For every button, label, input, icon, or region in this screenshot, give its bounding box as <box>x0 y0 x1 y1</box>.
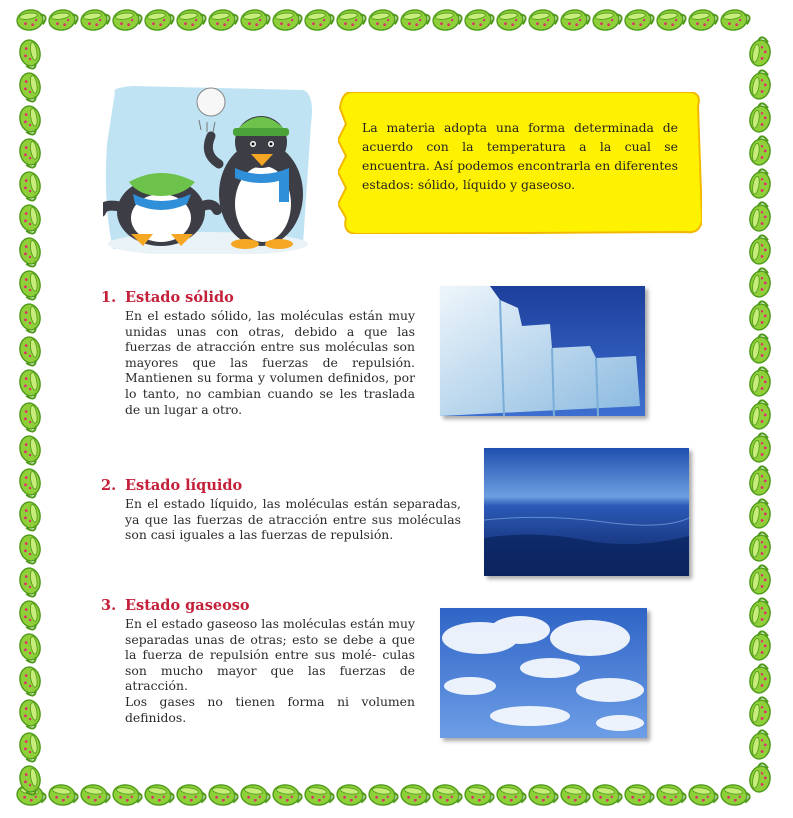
border-cup-icon <box>18 632 43 664</box>
penguins-illustration <box>103 84 313 254</box>
border-cup-icon <box>528 783 559 807</box>
border-cup-icon <box>18 500 43 532</box>
border-cup-icon <box>368 8 399 32</box>
border-cup-icon <box>464 8 495 32</box>
border-cup-icon <box>18 467 43 499</box>
border-cup-icon <box>748 762 773 794</box>
border-cup-icon <box>400 8 431 32</box>
section-number: 1. <box>101 289 117 306</box>
border-cup-icon <box>336 8 367 32</box>
section-paragraph: En el estado líquido, las moléculas están separadas, ya que las fuerzas de atracción entre sus moléculas son casi iguales a las fuerzas de repulsión. <box>125 496 461 543</box>
border-cup-icon <box>18 335 43 367</box>
border-cup-icon <box>748 69 773 101</box>
border-cup-icon <box>748 564 773 596</box>
border-cup-icon <box>464 783 495 807</box>
border-cup-icon <box>336 783 367 807</box>
border-cup-icon <box>18 137 43 169</box>
border-cup-icon <box>18 170 43 202</box>
border-cup-icon <box>748 168 773 200</box>
section-title-text: Estado gaseoso <box>125 597 250 614</box>
border-cup-icon <box>368 783 399 807</box>
border-cup-icon <box>240 783 271 807</box>
border-cup-icon <box>18 434 43 466</box>
border-cup-icon <box>748 36 773 68</box>
border-cup-icon <box>208 783 239 807</box>
border-cup-icon <box>656 783 687 807</box>
border-cup-icon <box>688 783 719 807</box>
border-cup-icon <box>560 783 591 807</box>
border-cup-icon <box>144 783 175 807</box>
border-cup-icon <box>528 8 559 32</box>
border-cup-icon <box>208 8 239 32</box>
ocean-water-photo <box>484 448 689 576</box>
border-cup-icon <box>272 8 303 32</box>
border-cup-icon <box>748 696 773 728</box>
border-cup-icon <box>240 8 271 32</box>
border-cup-icon <box>656 8 687 32</box>
section-title-solid <box>101 289 234 306</box>
section-title-liquid <box>101 477 242 494</box>
section-paragraph: Los gases no tienen forma ni volumen definidos. <box>125 693 415 725</box>
border-cup-icon <box>688 8 719 32</box>
section-body-liquid <box>125 496 461 543</box>
border-cup-icon <box>624 783 655 807</box>
section-body-gas <box>125 616 415 725</box>
border-cup-icon <box>748 201 773 233</box>
border-cup-icon <box>748 597 773 629</box>
border-cup-icon <box>592 8 623 32</box>
ice-block-photo <box>440 286 645 416</box>
border-cup-icon <box>748 267 773 299</box>
border-cup-icon <box>112 8 143 32</box>
border-cup-icon <box>720 8 751 32</box>
border-cup-icon <box>748 663 773 695</box>
border-cup-icon <box>304 783 335 807</box>
border-cup-icon <box>18 38 43 70</box>
border-cup-icon <box>748 102 773 134</box>
border-cup-icon <box>748 333 773 365</box>
section-title-gas <box>101 597 250 614</box>
section-paragraph: En el estado sólido, las moléculas están muy unidas unas con otras, debido a que las fuerzas de atracción entre sus moléculas son mayores que las fuerzas de repulsión. Mantienen su forma y volumen definidos, por lo tanto, no cambian cuando se les traslada de un lugar a otro. <box>125 308 415 417</box>
border-cup-icon <box>18 401 43 433</box>
border-cup-icon <box>748 498 773 530</box>
border-cup-icon <box>80 783 111 807</box>
border-cup-icon <box>48 8 79 32</box>
border-cup-icon <box>748 399 773 431</box>
border-cup-icon <box>18 599 43 631</box>
border-cup-icon <box>176 783 207 807</box>
border-cup-icon <box>748 729 773 761</box>
section-body-solid <box>125 308 415 417</box>
border-cup-icon <box>748 531 773 563</box>
intro-text: La materia adopta una forma determinada de acuerdo con la temperatura a la cual se encuentra. Así podemos encontrarla en diferentes estados: sólido, líquido y gaseoso. <box>362 120 678 192</box>
border-cup-icon <box>304 8 335 32</box>
section-number: 2. <box>101 477 117 494</box>
border-cup-icon <box>176 8 207 32</box>
border-cup-icon <box>560 8 591 32</box>
border-cup-icon <box>18 665 43 697</box>
border-cup-icon <box>748 234 773 266</box>
border-cup-icon <box>112 783 143 807</box>
border-cup-icon <box>80 8 111 32</box>
border-cup-icon <box>18 533 43 565</box>
border-cup-icon <box>592 783 623 807</box>
border-cup-icon <box>748 366 773 398</box>
border-cup-icon <box>18 236 43 268</box>
section-paragraph: En el estado gaseoso las moléculas están muy separadas unas de otras; esto se debe a que la fuerza de repulsión entre sus molé- culas son mucho mayor que las fuerzas de atracción. <box>125 616 415 694</box>
border-cup-icon <box>748 432 773 464</box>
border-cup-icon <box>18 203 43 235</box>
border-cup-icon <box>432 783 463 807</box>
border-cup-icon <box>18 368 43 400</box>
border-cup-icon <box>720 783 751 807</box>
border-cup-icon <box>748 630 773 662</box>
border-cup-icon <box>748 465 773 497</box>
border-cup-icon <box>18 71 43 103</box>
border-cup-icon <box>432 8 463 32</box>
border-cup-icon <box>400 783 431 807</box>
border-cup-icon <box>18 269 43 301</box>
border-cup-icon <box>272 783 303 807</box>
border-cup-icon <box>48 783 79 807</box>
border-cup-icon <box>18 104 43 136</box>
border-cup-icon <box>496 8 527 32</box>
border-cup-icon <box>748 300 773 332</box>
section-number: 3. <box>101 597 117 614</box>
border-cup-icon <box>144 8 175 32</box>
border-cup-icon <box>18 731 43 763</box>
border-cup-icon <box>18 566 43 598</box>
border-cup-icon <box>624 8 655 32</box>
border-cup-icon <box>18 302 43 334</box>
border-cup-icon <box>748 135 773 167</box>
section-title-text: Estado sólido <box>125 289 234 306</box>
border-cup-icon <box>496 783 527 807</box>
clouds-sky-photo <box>440 608 647 738</box>
border-cup-icon <box>18 698 43 730</box>
border-cup-icon <box>16 8 47 32</box>
section-title-text: Estado líquido <box>125 477 243 494</box>
